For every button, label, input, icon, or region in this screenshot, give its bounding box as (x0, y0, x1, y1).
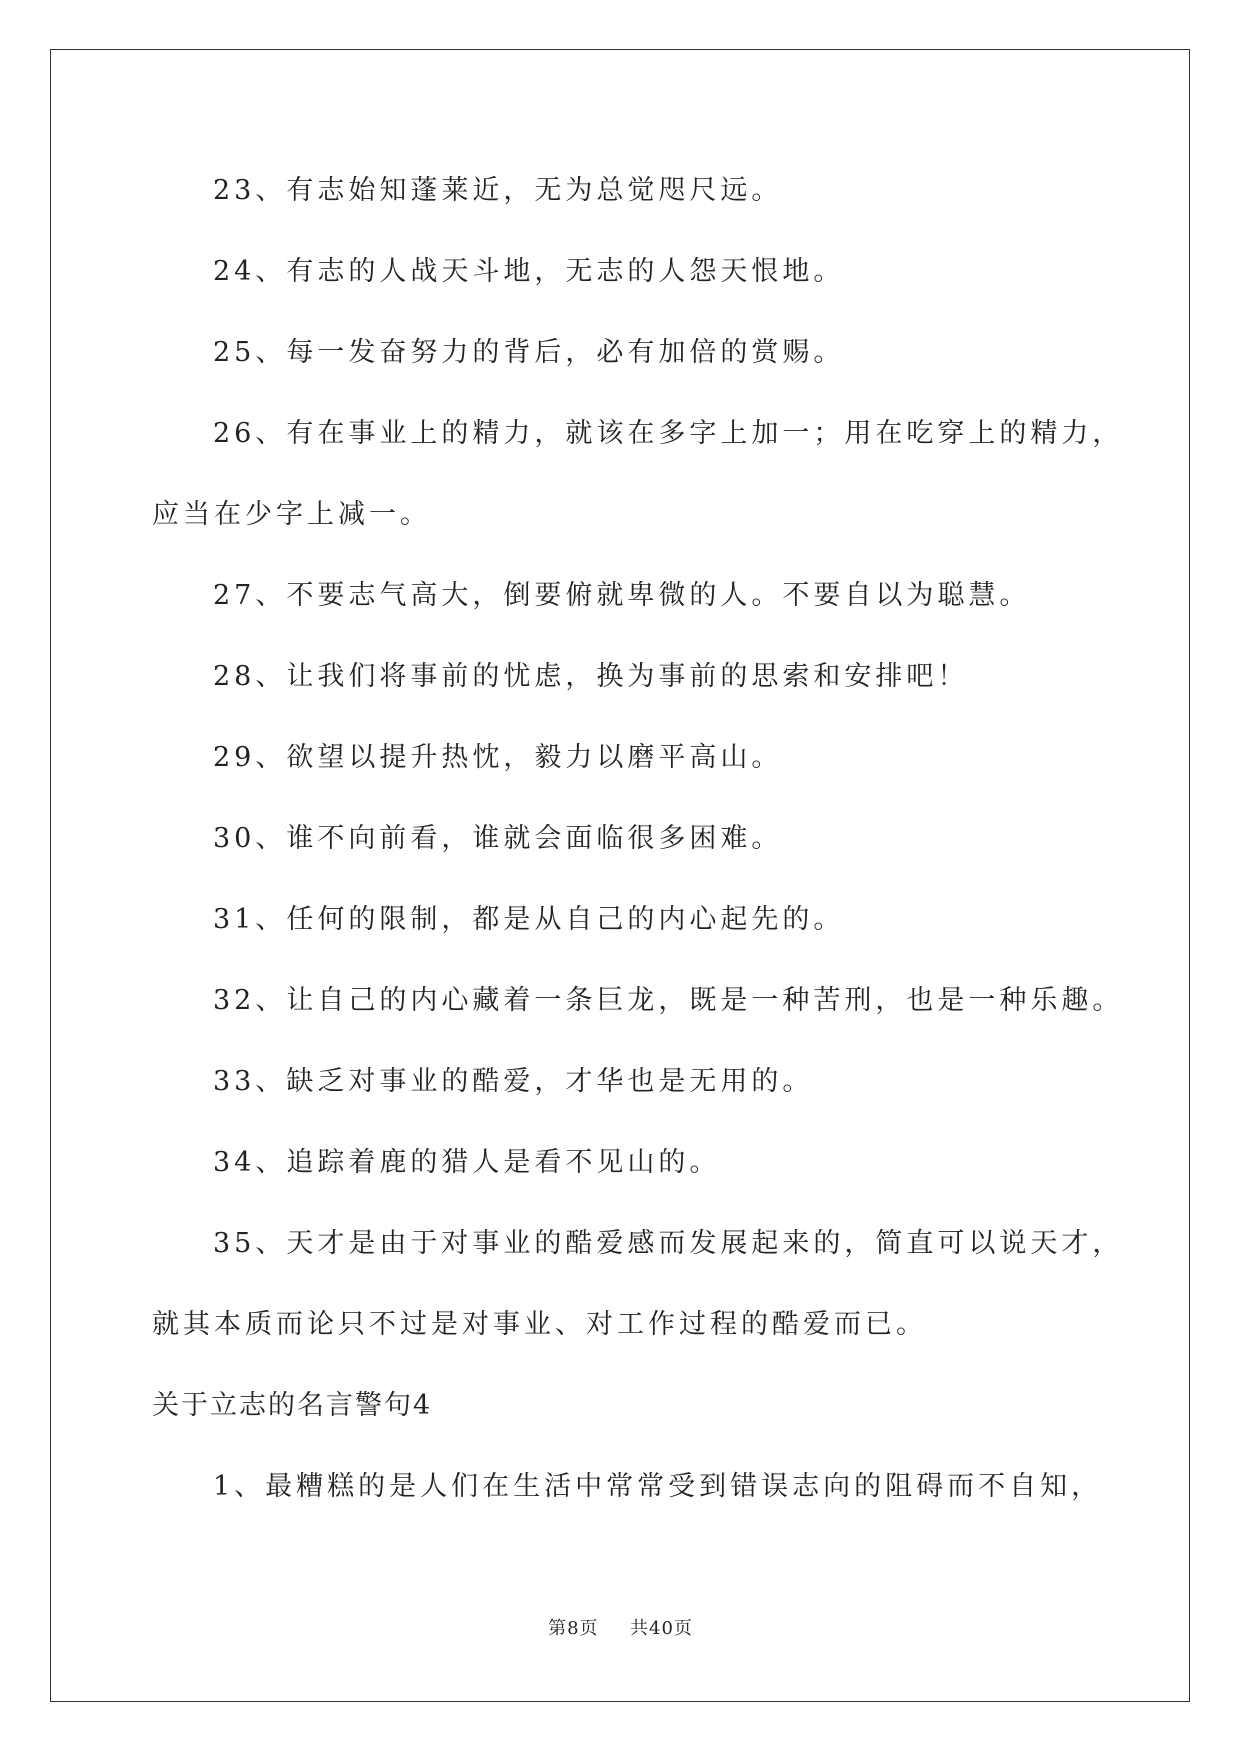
paragraph-29: 29、欲望以提升热忱，毅力以磨平高山。 (213, 742, 783, 773)
paragraph-26: 26、有在事业上的精力，就该在多字上加一；用在吃穿上的精力， (213, 418, 1124, 449)
paragraph-34: 34、追踪着鹿的猎人是看不见山的。 (213, 1147, 721, 1178)
paragraph-35: 35、天才是由于对事业的酷爱感而发展起来的，简直可以说天才， (213, 1228, 1124, 1259)
page-footer (0, 1614, 1241, 1640)
paragraph-25: 25、每一发奋努力的背后，必有加倍的赏赐。 (213, 337, 845, 368)
section-paragraph-1: 1、最糟糕的是人们在生活中常常受到错误志向的阻碍而不自知， (213, 1471, 1103, 1502)
page-border (50, 49, 1190, 1702)
paragraph-24: 24、有志的人战天斗地，无志的人怨天恨地。 (213, 256, 845, 287)
page-total: 共40页 (630, 1618, 693, 1639)
paragraph-31: 31、任何的限制，都是从自己的内心起先的。 (213, 904, 845, 935)
paragraph-32: 32、让自己的内心藏着一条巨龙，既是一种苦刑，也是一种乐趣。 (213, 985, 1124, 1016)
paragraph-23: 23、有志始知蓬莱近，无为总觉咫尺远。 (213, 175, 783, 206)
paragraph-26-continued: 应当在少字上减一。 (152, 499, 431, 530)
paragraph-27: 27、不要志气高大，倒要俯就卑微的人。不要自以为聪慧。 (213, 580, 1031, 611)
page-number: 第8页 (548, 1618, 599, 1639)
paragraph-30: 30、谁不向前看，谁就会面临很多困难。 (213, 823, 783, 854)
paragraph-35-continued: 就其本质而论只不过是对事业、对工作过程的酷爱而已。 (152, 1309, 927, 1340)
paragraph-28: 28、让我们将事前的忧虑，换为事前的思索和安排吧！ (213, 661, 969, 692)
paragraph-33: 33、缺乏对事业的酷爱，才华也是无用的。 (213, 1066, 814, 1097)
section-heading: 关于立志的名言警句4 (152, 1390, 433, 1421)
